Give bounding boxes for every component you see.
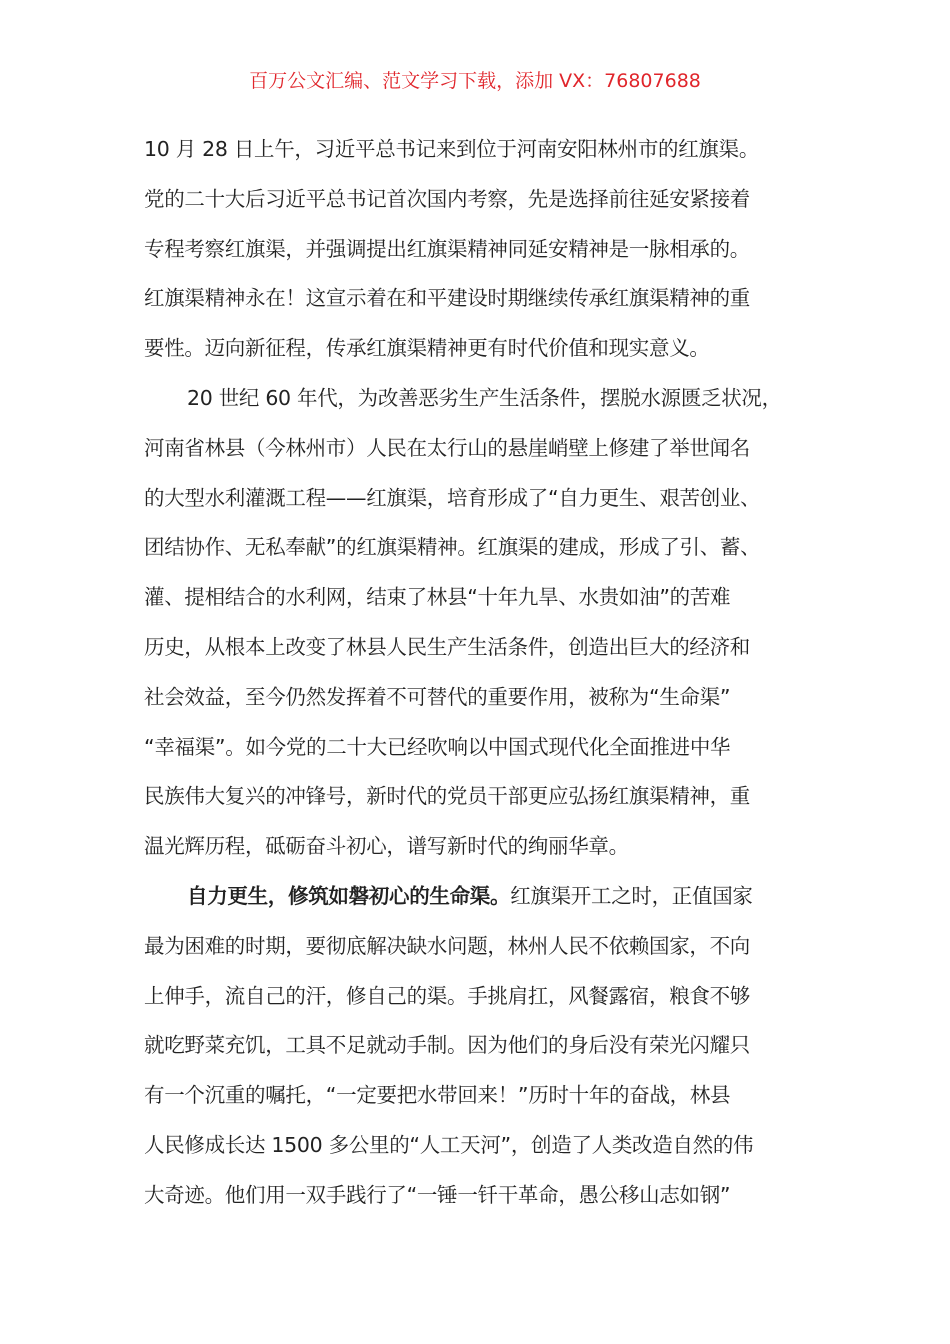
paragraph-3 xyxy=(144,872,824,1221)
text-line: 大奇迹。他们用一双手践行了“一锤一钎干革命，愚公移山志如钢” xyxy=(144,1182,731,1207)
text-line: 红旗渠精神永在！这宣示着在和平建设时期继续传承红旗渠精神的重 xyxy=(144,286,750,311)
text-line: 民族伟大复兴的冲锋号，新时代的党员干部更应弘扬红旗渠精神，重 xyxy=(144,784,750,809)
text-line: 要性。迈向新征程，传承红旗渠精神更有时代价值和现实意义。 xyxy=(144,336,710,361)
text-line: 最为困难的时期，要彻底解决缺水问题，林州人民不依赖国家，不向 xyxy=(144,933,750,958)
text-line: 20 世纪 60 年代，为改善恶劣生产生活条件，摆脱水源匮乏状况， xyxy=(187,385,782,410)
text-span: 红旗渠开工之时，正值国家 xyxy=(510,883,753,908)
text-line: 就吃野菜充饥，工具不足就动手制。因为他们的身后没有荣光闪耀只 xyxy=(144,1033,750,1058)
text-line: 河南省林县（今林州市）人民在太行山的悬崖峭壁上修建了举世闻名 xyxy=(144,435,750,460)
text-line: 社会效益，至今仍然发挥着不可替代的重要作用，被称为“生命渠” xyxy=(144,684,731,709)
paragraph-1 xyxy=(144,125,824,374)
watermark-header: 百万公文汇编、范文学习下载，添加 VX：76807688 xyxy=(249,70,701,92)
text-line: 党的二十大后习近平总书记首次国内考察，先是选择前往延安紧接着 xyxy=(144,186,750,211)
text-line: 的大型水利灌溉工程——红旗渠，培育形成了“自力更生、艰苦创业、 xyxy=(144,485,761,510)
section-heading: 自力更生，修筑如磐初心的生命渠。 xyxy=(187,883,511,908)
text-line: 专程考察红旗渠，并强调提出红旗渠精神同延安精神是一脉相承的。 xyxy=(144,236,750,261)
text-line: 有一个沉重的嘱托，“一定要把水带回来！”历时十年的奋战，林县 xyxy=(144,1083,731,1108)
text-line: 团结协作、无私奉献”的红旗渠精神。红旗渠的建成，形成了引、蓄、 xyxy=(144,535,761,560)
text-line: “幸福渠”。如今党的二十大已经吹响以中国式现代化全面推进中华 xyxy=(144,734,731,759)
paragraph-2 xyxy=(144,374,824,872)
text-line: 人民修成长达 1500 多公里的“人工天河”，创造了人类改造自然的伟 xyxy=(144,1132,754,1157)
text-line: 历史，从根本上改变了林县人民生产生活条件，创造出巨大的经济和 xyxy=(144,634,750,659)
text-line xyxy=(144,872,824,922)
text-line: 灌、提相结合的水利网，结束了林县“十年九旱、水贵如油”的苦难 xyxy=(144,585,731,610)
text-line: 温光辉历程，砥砺奋斗初心，谱写新时代的绚丽华章。 xyxy=(144,834,629,859)
text-line: 10 月 28 日上午，习近平总书记来到位于河南安阳林州市的红旗渠。 xyxy=(144,137,760,161)
text-line: 上伸手，流自己的汗，修自己的渠。手挑肩扛，风餐露宿，粮食不够 xyxy=(144,983,750,1008)
document-body xyxy=(144,125,824,1221)
